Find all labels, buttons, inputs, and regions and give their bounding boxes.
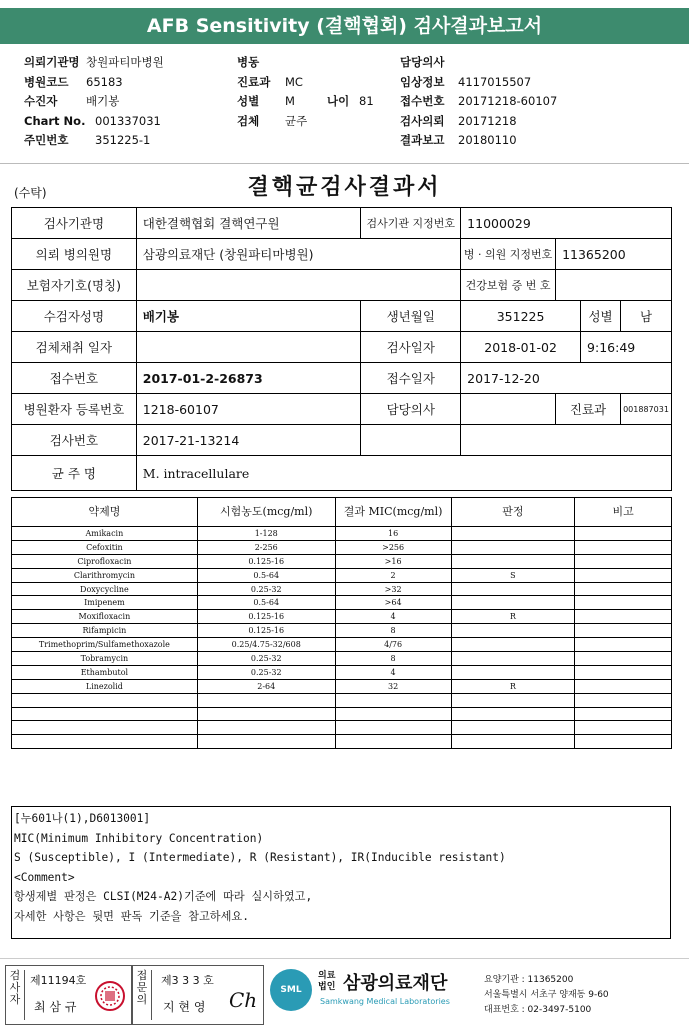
- header-left-column: [24, 53, 164, 151]
- table-cell: 4: [335, 665, 451, 679]
- table-row: [12, 610, 672, 624]
- info-value: [136, 332, 361, 363]
- table-cell: Clarithromycin: [12, 568, 198, 582]
- info-value: 351225: [461, 301, 581, 332]
- org-english-name: Samkwang Medical Laboratories: [320, 997, 450, 1006]
- info-value: 11365200: [556, 239, 672, 270]
- inspector-box: [5, 965, 132, 1025]
- table-row: [12, 394, 672, 425]
- table-cell: 4: [335, 610, 451, 624]
- table-cell: [197, 693, 335, 707]
- table-cell: 2-256: [197, 540, 335, 554]
- table-cell: [451, 721, 575, 735]
- inspector-name: 최 삼 규: [34, 1000, 77, 1014]
- table-cell: [451, 693, 575, 707]
- column-header: 결과 MIC(mcg/ml): [335, 498, 451, 527]
- approver-box: [132, 965, 264, 1025]
- header-right-column: [400, 53, 557, 151]
- sml-logo: [270, 969, 312, 1011]
- table-cell: [451, 707, 575, 721]
- table-cell: [12, 693, 198, 707]
- column-header: 비고: [575, 498, 672, 527]
- table-cell: Ciprofloxacin: [12, 554, 198, 568]
- table-row: [12, 554, 672, 568]
- info-label: 의뢰 병의원명: [12, 239, 137, 270]
- note-line: 항생제별 판정은 CLSI(M24-A2)기준에 따라 실시하였고,: [14, 890, 313, 903]
- consignment-tag: (수탁): [14, 186, 47, 200]
- column-header: 시험농도(mcg/ml): [197, 498, 335, 527]
- table-cell: [335, 721, 451, 735]
- column-header: 판정: [451, 498, 575, 527]
- table-row: [12, 301, 672, 332]
- info-value: 남: [621, 301, 672, 332]
- table-cell: 0.25/4.75-32/608: [197, 638, 335, 652]
- info-label: 검체채취 일자: [12, 332, 137, 363]
- note-line: S (Susceptible), I (Intermediate), R (Resistant), IR(Inducible resistant): [14, 851, 506, 864]
- table-cell: [575, 624, 672, 638]
- info-label: 접수번호: [12, 363, 137, 394]
- table-row: [12, 332, 672, 363]
- header-field: 검체 균주: [237, 113, 308, 128]
- table-row: [12, 239, 672, 270]
- table-cell: [451, 652, 575, 666]
- table-cell: 32: [335, 679, 451, 693]
- table-cell: [197, 707, 335, 721]
- table-row: [12, 540, 672, 554]
- header-field: 결과보고 20180110: [400, 133, 517, 147]
- table-cell: 16: [335, 527, 451, 541]
- approver-license: 제3 3 3 호: [161, 974, 214, 987]
- table-cell: Linezolid: [12, 679, 198, 693]
- info-label: 검사번호: [12, 425, 137, 456]
- table-cell: 0.5-64: [197, 568, 335, 582]
- header-field: 병동: [237, 55, 260, 69]
- table-row: [12, 624, 672, 638]
- table-cell: [335, 735, 451, 749]
- table-cell: [451, 735, 575, 749]
- info-value: [461, 394, 556, 425]
- table-cell: [451, 665, 575, 679]
- drug-sensitivity-table: [11, 497, 672, 749]
- info-value: 2018-01-02: [461, 332, 581, 363]
- info-label: 담당의사: [361, 394, 461, 425]
- signature: Ch: [229, 988, 258, 1012]
- table-cell: 8: [335, 652, 451, 666]
- table-cell: >32: [335, 582, 451, 596]
- info-label: 접수일자: [361, 363, 461, 394]
- table-row: [12, 456, 672, 491]
- note-line: [누601나(1),D6013001]: [14, 812, 151, 825]
- table-cell: 0.25-32: [197, 652, 335, 666]
- divider: [0, 163, 689, 164]
- info-label: 균 주 명: [12, 456, 137, 491]
- table-cell: Ethambutol: [12, 665, 198, 679]
- info-label: 성별: [581, 301, 621, 332]
- table-row: [12, 665, 672, 679]
- table-cell: R: [451, 679, 575, 693]
- table-cell: 0.125-16: [197, 554, 335, 568]
- header-field: 임상정보 4117015507: [400, 74, 532, 89]
- table-row: [12, 425, 672, 456]
- table-cell: [575, 568, 672, 582]
- report-title-bar: [0, 8, 689, 44]
- table-cell: Tobramycin: [12, 652, 198, 666]
- header-field: Chart No. 001337031: [24, 113, 161, 128]
- table-cell: [12, 721, 198, 735]
- header-field: 의뢰기관명 창원파티마병원: [24, 55, 164, 69]
- header-field: 진료과 MC: [237, 74, 303, 89]
- approver-name: 지 현 영: [163, 1000, 206, 1014]
- table-cell: >16: [335, 554, 451, 568]
- header-field: 성별 M 나이 81: [237, 94, 374, 108]
- table-cell: [575, 610, 672, 624]
- table-row: [12, 707, 672, 721]
- info-label: 건강보험 증 번 호: [461, 270, 556, 301]
- table-cell: 0.25-32: [197, 582, 335, 596]
- notes-box: [11, 806, 671, 939]
- table-cell: [575, 582, 672, 596]
- table-cell: [575, 679, 672, 693]
- table-cell: 8: [335, 624, 451, 638]
- header-field: 접수번호 20171218-60107: [400, 94, 558, 108]
- note-line: 자세한 사항은 뒷면 판독 기준을 참고하세요.: [14, 909, 249, 923]
- info-label: 보험자기호(명칭): [12, 270, 137, 301]
- table-cell: [451, 596, 575, 610]
- info-value: 배기봉: [136, 301, 361, 332]
- info-label: 수검자성명: [12, 301, 137, 332]
- header-mid-column: [237, 53, 374, 131]
- table-cell: 2: [335, 568, 451, 582]
- info-value: 2017-12-20: [461, 363, 672, 394]
- info-value: 001887031: [621, 394, 672, 425]
- table-cell: 1-128: [197, 527, 335, 541]
- info-label: 검사기관명: [12, 208, 137, 239]
- info-label: 병 · 의원 지정번호: [461, 239, 556, 270]
- table-cell: [575, 735, 672, 749]
- org-code: 요양기관 : 11365200: [484, 975, 574, 985]
- table-cell: 0.25-32: [197, 665, 335, 679]
- info-value: 1218-60107: [136, 394, 361, 425]
- table-cell: Rifampicin: [12, 624, 198, 638]
- table-cell: 0.5-64: [197, 596, 335, 610]
- info-value: [136, 270, 460, 301]
- table-cell: >256: [335, 540, 451, 554]
- table-cell: [451, 540, 575, 554]
- table-row: [12, 679, 672, 693]
- table-cell: Imipenem: [12, 596, 198, 610]
- header-field: 주민번호 351225-1: [24, 133, 151, 147]
- header-field: 담당의사: [400, 55, 445, 69]
- approver-label: 접문의: [133, 970, 152, 1020]
- table-cell: Cefoxitin: [12, 540, 198, 554]
- table-cell: 0.125-16: [197, 610, 335, 624]
- table-row: [12, 270, 672, 301]
- table-cell: [451, 554, 575, 568]
- document-title: 결핵균검사결과서: [247, 174, 442, 200]
- info-label: 생년월일: [361, 301, 461, 332]
- table-row: [12, 208, 672, 239]
- table-cell: [575, 527, 672, 541]
- table-cell: 0.125-16: [197, 624, 335, 638]
- table-row: [12, 582, 672, 596]
- table-row: [12, 527, 672, 541]
- info-value: 대한결핵협회 결핵연구원: [136, 208, 361, 239]
- table-row: [12, 721, 672, 735]
- drug-rows: [12, 527, 672, 749]
- table-cell: [575, 638, 672, 652]
- report-title: AFB Sensitivity (결핵협회) 검사결과보고서: [146, 15, 543, 37]
- table-cell: [575, 693, 672, 707]
- inspector-license: 제11194호: [30, 974, 87, 987]
- table-cell: [12, 707, 198, 721]
- table-row: [12, 693, 672, 707]
- inspector-label: 검사자: [6, 970, 25, 1020]
- table-cell: >64: [335, 596, 451, 610]
- table-row: [12, 652, 672, 666]
- table-cell: 4/76: [335, 638, 451, 652]
- seal-stamp-icon: [94, 980, 126, 1012]
- patient-info-table: [11, 207, 672, 491]
- table-cell: S: [451, 568, 575, 582]
- table-cell: [451, 582, 575, 596]
- info-value: 2017-21-13214: [136, 425, 361, 456]
- footer: [0, 958, 689, 1031]
- info-value: 삼광의료재단 (창원파티마병원): [136, 239, 460, 270]
- species-value: M. intracellulare: [136, 456, 671, 491]
- header-field: 병원코드 65183: [24, 74, 123, 89]
- info-label: 검사기관 지정번호: [361, 208, 461, 239]
- table-row: [12, 363, 672, 394]
- logo-text: SML: [280, 985, 302, 995]
- info-label: 검사일자: [361, 332, 461, 363]
- header-field: 검사의뢰 20171218: [400, 113, 517, 128]
- info-label: 진료과: [556, 394, 621, 425]
- table-cell: Trimethoprim/Sulfamethoxazole: [12, 638, 198, 652]
- table-cell: [575, 665, 672, 679]
- table-header-row: [12, 498, 672, 527]
- table-row: [12, 735, 672, 749]
- table-cell: [575, 596, 672, 610]
- org-prefix: 의료 법인: [318, 971, 336, 992]
- info-value: 11000029: [461, 208, 672, 239]
- table-cell: [451, 624, 575, 638]
- table-cell: [335, 693, 451, 707]
- info-value: [361, 425, 461, 456]
- table-cell: [575, 721, 672, 735]
- table-cell: R: [451, 610, 575, 624]
- table-row: [12, 596, 672, 610]
- table-cell: [451, 527, 575, 541]
- table-cell: [575, 554, 672, 568]
- table-cell: [575, 707, 672, 721]
- info-value: [556, 270, 672, 301]
- info-value: 2017-01-2-26873: [136, 363, 361, 394]
- table-cell: [451, 638, 575, 652]
- note-line: MIC(Minimum Inhibitory Concentration): [14, 831, 264, 845]
- table-cell: Amikacin: [12, 527, 198, 541]
- note-line: <Comment>: [14, 870, 75, 884]
- table-cell: [197, 735, 335, 749]
- table-cell: [575, 652, 672, 666]
- header-field: 수진자 배기봉: [24, 94, 120, 108]
- table-cell: Moxifloxacin: [12, 610, 198, 624]
- info-value: 9:16:49: [581, 332, 672, 363]
- table-row: [12, 638, 672, 652]
- info-value: [461, 425, 672, 456]
- column-header: 약제명: [12, 498, 198, 527]
- org-name: 삼광의료재단: [343, 973, 448, 994]
- org-address: 서울특별시 서초구 양재동 9-60: [484, 990, 609, 1000]
- table-cell: [197, 721, 335, 735]
- table-cell: 2-64: [197, 679, 335, 693]
- org-phone: 대표번호 : 02-3497-5100: [484, 1005, 592, 1015]
- table-cell: Doxycycline: [12, 582, 198, 596]
- table-cell: [575, 540, 672, 554]
- table-row: [12, 568, 672, 582]
- table-cell: [12, 735, 198, 749]
- info-label: 병원환자 등록번호: [12, 394, 137, 425]
- table-cell: [335, 707, 451, 721]
